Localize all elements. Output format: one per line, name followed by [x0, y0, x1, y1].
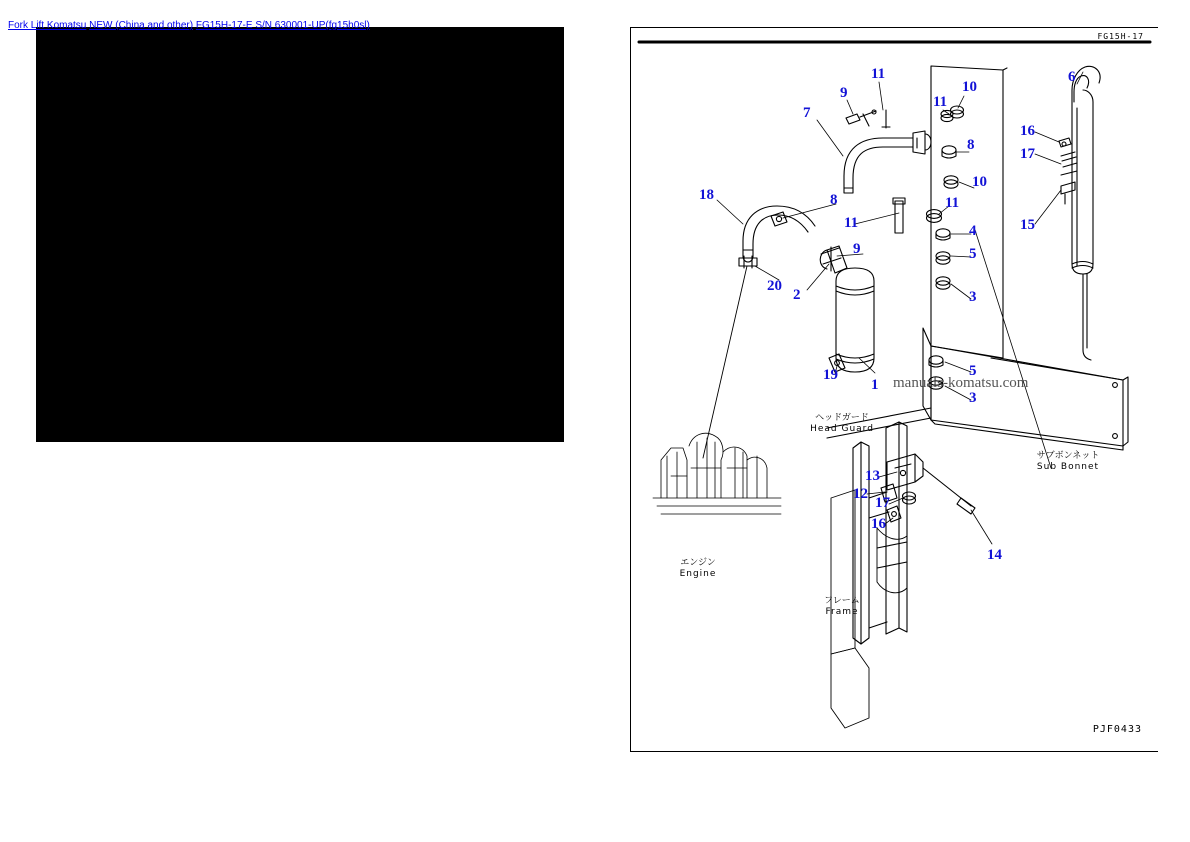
callout-11c: 11 — [945, 195, 960, 211]
callout-15: 15 — [1020, 217, 1035, 233]
label-head-guard-jp: ヘッドガード — [815, 413, 869, 423]
drawing-code: PJF0433 — [1092, 724, 1142, 735]
callout-10: 10 — [962, 79, 977, 95]
callout-19: 19 — [823, 367, 838, 383]
callout-7: 7 — [803, 105, 811, 121]
callout-17: 17 — [1020, 146, 1035, 162]
callout-11b: 11 — [933, 94, 948, 110]
label-frame — [807, 596, 877, 618]
label-engine — [663, 558, 733, 580]
callout-16b: 16 — [871, 516, 886, 532]
label-frame-jp: フレーム — [824, 596, 860, 606]
breadcrumb-link-2[interactable]: FG15H-17-E S/N 630001-UP(fg15h0sl) — [195, 20, 370, 31]
breadcrumb-link-1[interactable]: NEW (China and other) — [89, 20, 194, 31]
breadcrumb-link-0[interactable]: Fork Lift Komatsu — [8, 20, 87, 31]
callout-10b: 10 — [972, 174, 987, 190]
callout-6: 6 — [1068, 69, 1076, 85]
callout-16: 16 — [1020, 123, 1035, 139]
label-sub-bonnet-jp: サブボンネット — [1036, 451, 1100, 461]
callout-8: 8 — [967, 137, 975, 153]
callout-1: 1 — [871, 377, 879, 393]
diagram-top-code: FG15H-17 — [1097, 32, 1144, 41]
callout-4: 4 — [969, 223, 977, 239]
watermark: manuals-komatsu.com — [893, 375, 1029, 391]
callout-9b: 9 — [853, 241, 861, 257]
callout-11: 11 — [871, 66, 886, 82]
label-sub-bonnet-en: Sub Bonnet — [1036, 462, 1100, 472]
callout-14: 14 — [987, 547, 1002, 563]
label-sub-bonnet — [1023, 451, 1113, 473]
label-engine-jp: エンジン — [680, 558, 716, 568]
image-placeholder-panel — [36, 27, 564, 442]
callout-17b: 17 — [875, 495, 890, 511]
callout-13: 13 — [865, 468, 880, 484]
label-engine-en: Engine — [679, 569, 717, 579]
callout-12: 12 — [853, 486, 868, 502]
label-frame-en: Frame — [825, 607, 859, 617]
callout-18: 18 — [699, 187, 714, 203]
callout-20: 20 — [767, 278, 782, 294]
breadcrumb[interactable] — [8, 20, 370, 32]
callout-5b: 5 — [969, 363, 977, 379]
parts-diagram — [630, 27, 1158, 752]
callout-5: 5 — [969, 246, 977, 262]
label-head-guard-en: Head Guard — [810, 424, 874, 434]
callout-3: 3 — [969, 289, 977, 305]
label-head-guard — [807, 413, 877, 435]
callout-11d: 11 — [844, 215, 859, 231]
callout-8b: 8 — [830, 192, 838, 208]
callout-2: 2 — [793, 287, 801, 303]
callout-9: 9 — [840, 85, 848, 101]
callout-3b: 3 — [969, 390, 977, 406]
